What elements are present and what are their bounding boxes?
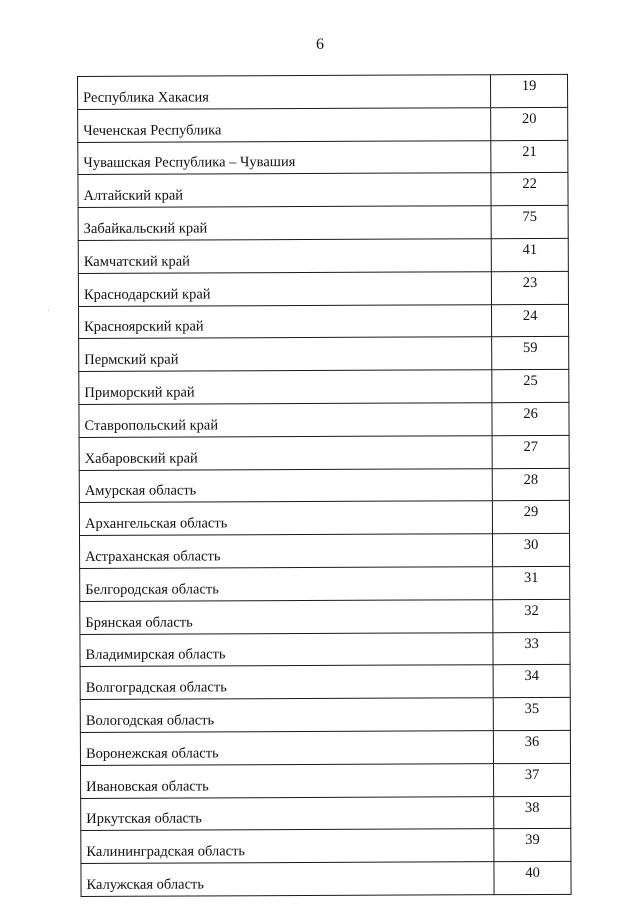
table-row [81,763,571,798]
region-code: 29 [493,501,570,534]
region-code: 20 [491,107,568,140]
region-code: 32 [493,599,570,632]
region-code: 23 [492,271,569,304]
region-name: Алтайский край [78,173,491,208]
table-row [80,599,570,634]
scan-speck [48,310,49,311]
table-row [79,337,569,372]
region-code: 40 [494,861,571,894]
region-code: 24 [492,304,569,337]
page-number: 6 [316,36,324,53]
region-name: Архангельская область [79,501,492,536]
region-code: 21 [491,140,568,173]
table-row [78,74,568,109]
region-name: Владимирская область [80,632,493,667]
region-name: Камчатский край [78,239,491,274]
table-row [79,435,569,470]
region-code: 25 [492,370,569,403]
region-name: Чеченская Республика [78,107,491,142]
region-name: Республика Хакасия [78,75,491,110]
region-name: Амурская область [79,468,492,503]
region-name: Вологодская область [80,698,493,733]
table-row [78,271,568,306]
region-code: 59 [492,337,569,370]
region-name: Астраханская область [80,534,493,569]
table-row [81,861,571,896]
table-row [80,730,570,765]
region-code: 22 [491,173,568,206]
table-row [81,829,571,864]
region-name: Воронежская область [80,731,493,766]
table-row [78,238,568,273]
table-row [80,665,570,700]
table-row [79,402,569,437]
region-code: 34 [493,665,570,698]
region-code: 26 [492,402,569,435]
table-row [80,566,570,601]
region-code: 38 [494,796,571,829]
table-row [79,304,569,339]
table-row [80,697,570,732]
region-name: Калининградская область [81,829,494,864]
region-code: 28 [492,468,569,501]
region-name: Чувашская Республика – Чувашия [78,140,491,175]
table-row [80,534,570,569]
region-code: 39 [494,829,571,862]
region-name: Приморский край [79,370,492,405]
region-code: 27 [492,435,569,468]
region-code-table [77,74,572,897]
table-row [78,173,568,208]
table-row [79,501,569,536]
region-code: 30 [493,534,570,567]
region-name: Волгоградская область [80,665,493,700]
region-name: Брянская область [80,599,493,634]
table-row [78,206,568,241]
region-code: 33 [493,632,570,665]
table-row [81,796,571,831]
region-code: 36 [494,730,571,763]
region-name: Ивановская область [81,763,494,798]
table-row [78,140,568,175]
region-code: 75 [491,206,568,239]
region-code: 35 [493,697,570,730]
region-name: Ставропольский край [79,403,492,438]
table-row [80,632,570,667]
region-code: 37 [494,763,571,796]
region-code: 41 [491,238,568,271]
region-name: Пермский край [79,337,492,372]
region-name: Калужская область [81,862,494,897]
region-name: Краснодарский край [78,271,491,306]
region-name: Красноярский край [79,304,492,339]
region-name: Белгородская область [80,567,493,602]
region-name: Иркутская область [81,796,494,831]
table-row [78,107,568,142]
region-code: 19 [491,74,568,107]
table-row [79,468,569,503]
table-row [79,370,569,405]
region-code: 31 [493,566,570,599]
region-name: Хабаровский край [79,435,492,470]
region-name: Забайкальский край [78,206,491,241]
